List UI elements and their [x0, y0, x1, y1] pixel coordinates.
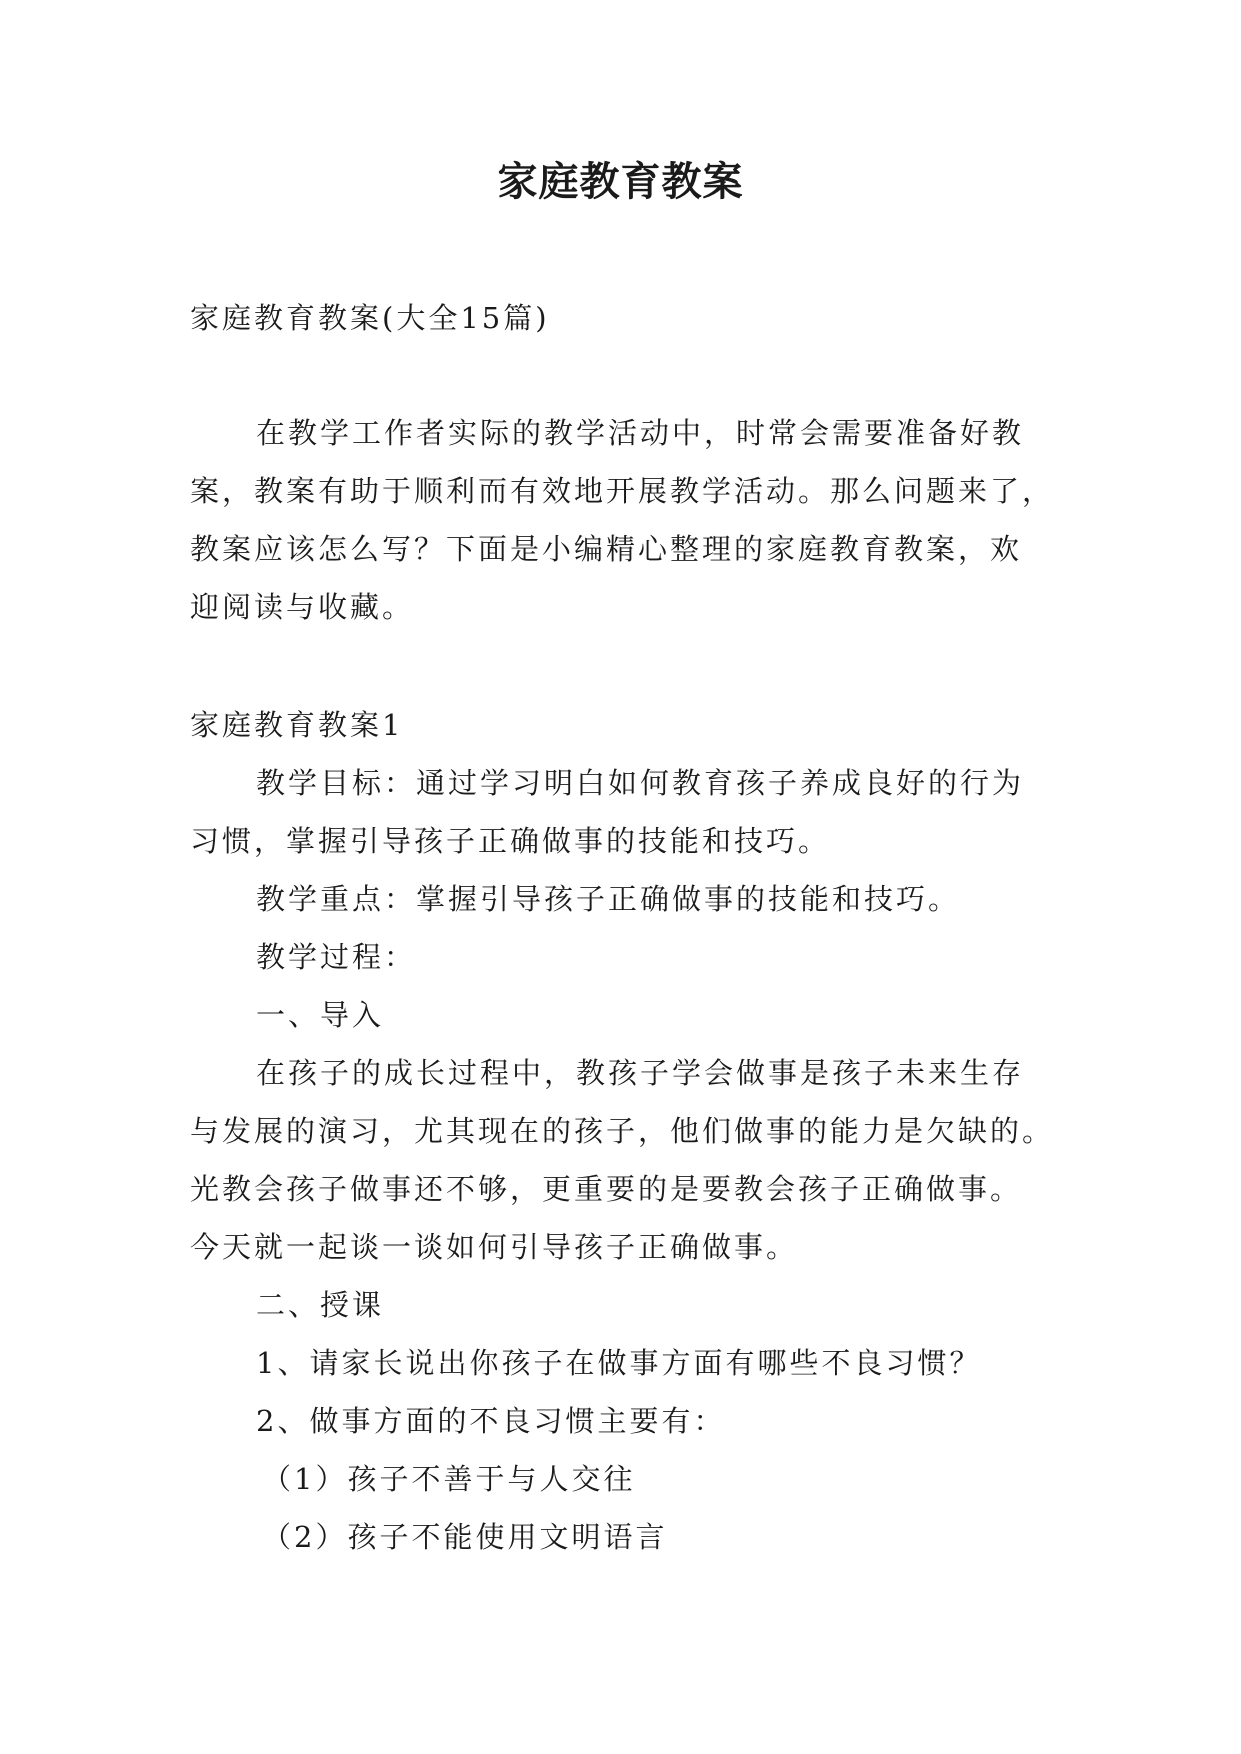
section-heading: 家庭教育教案1: [190, 708, 404, 742]
part2-title: 二、授课: [256, 1288, 385, 1322]
intro-line-4: 迎阅读与收藏。: [190, 590, 415, 624]
part1-line-4: 今天就一起谈一谈如何引导孩子正确做事。: [190, 1230, 799, 1264]
question-2: 2、做事方面的不良习惯主要有：: [256, 1404, 726, 1438]
document-subtitle: 家庭教育教案(大全15篇): [190, 301, 550, 335]
process-line: 教学过程：: [256, 940, 417, 974]
part1-title: 一、导入: [256, 998, 385, 1032]
intro-line-1: 在教学工作者实际的教学活动中，时常会需要准备好教: [256, 416, 1025, 450]
question-1: 1、请家长说出你孩子在做事方面有哪些不良习惯？: [256, 1346, 982, 1380]
intro-line-2: 案，教案有助于顺利而有效地开展教学活动。那么问题来了，: [190, 474, 1055, 508]
goal-line-2: 习惯，掌握引导孩子正确做事的技能和技巧。: [190, 824, 831, 858]
list-item-1: （1）孩子不善于与人交往: [262, 1462, 636, 1496]
goal-line-1: 教学目标：通过学习明白如何教育孩子养成良好的行为: [256, 766, 1025, 800]
part1-line-2: 与发展的演习，尤其现在的孩子，他们做事的能力是欠缺的。: [190, 1114, 1055, 1148]
part1-line-1: 在孩子的成长过程中，教孩子学会做事是孩子未来生存: [256, 1056, 1025, 1090]
intro-line-3: 教案应该怎么写？下面是小编精心整理的家庭教育教案，欢: [190, 532, 1023, 566]
focus-line: 教学重点：掌握引导孩子正确做事的技能和技巧。: [256, 882, 961, 916]
list-item-2: （2）孩子不能使用文明语言: [262, 1520, 668, 1554]
part1-line-3: 光教会孩子做事还不够，更重要的是要教会孩子正确做事。: [190, 1172, 1023, 1206]
page-title: 家庭教育教案: [497, 158, 744, 205]
